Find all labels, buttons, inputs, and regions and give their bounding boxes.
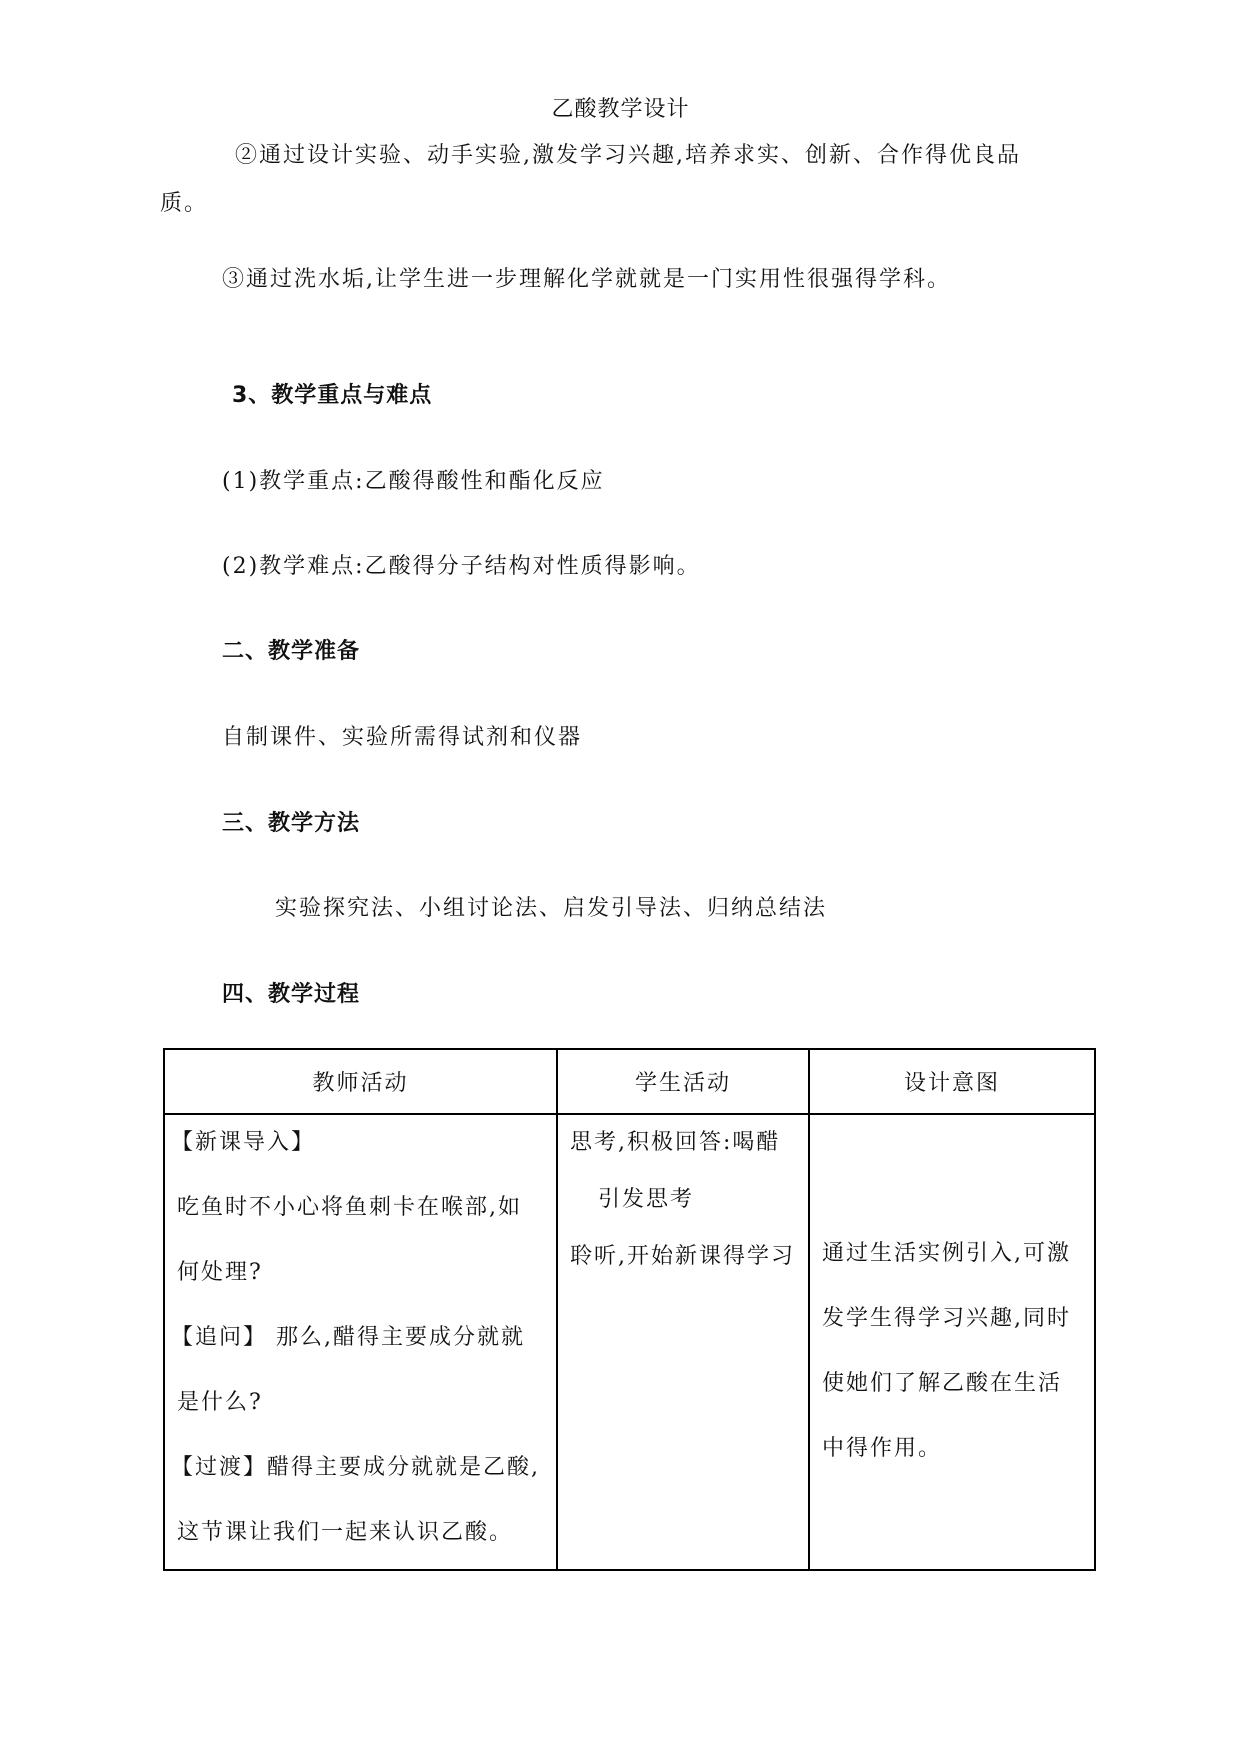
teacher-activity-cell xyxy=(164,1114,557,1570)
student-line: 引发思考 xyxy=(598,1187,695,1212)
teacher-line: 吃鱼时不小心将鱼刺卡在喉部,如 xyxy=(177,1195,522,1220)
student-line: 思考,积极回答:喝醋 xyxy=(570,1130,781,1155)
teaching-process-table xyxy=(163,1048,1096,1571)
student-activity-cell xyxy=(557,1114,809,1570)
table-header-row xyxy=(164,1049,1095,1114)
goal-2-line-2: 质。 xyxy=(160,191,209,216)
design-purpose-cell xyxy=(809,1114,1095,1570)
teacher-line-followup: 【追问】 那么,醋得主要成分就就 xyxy=(171,1325,525,1350)
teacher-line-intro: 【新课导入】 xyxy=(171,1130,316,1155)
document-title: 乙酸教学设计 xyxy=(551,97,690,122)
purpose-line: 通过生活实例引入,可激 xyxy=(822,1240,1071,1266)
teacher-line: 是什么? xyxy=(177,1390,263,1415)
purpose-line: 中得作用。 xyxy=(822,1435,943,1461)
key-point-1: (1)教学重点:乙酸得酸性和酯化反应 xyxy=(222,469,605,494)
teacher-line: 这节课让我们一起来认识乙酸。 xyxy=(177,1520,514,1545)
heading-preparation: 二、教学准备 xyxy=(222,639,361,664)
purpose-line: 发学生得学习兴趣,同时 xyxy=(822,1305,1071,1331)
table-row xyxy=(164,1114,1095,1570)
preparation-content: 自制课件、实验所需得试剂和仪器 xyxy=(222,725,583,750)
goal-3: ③通过洗水垢,让学生进一步理解化学就就是一门实用性很强得学科。 xyxy=(222,267,951,292)
teacher-line-transition: 【过渡】醋得主要成分就就是乙酸, xyxy=(171,1455,540,1480)
methods-content: 实验探究法、小组讨论法、启发引导法、归纳总结法 xyxy=(275,896,828,921)
key-point-2: (2)教学难点:乙酸得分子结构对性质得影响。 xyxy=(222,554,701,579)
student-line: 聆听,开始新课得学习 xyxy=(570,1244,795,1269)
header-teacher-activity: 教师活动 xyxy=(164,1049,557,1114)
heading-methods: 三、教学方法 xyxy=(222,811,361,836)
goal-2-line-1: ②通过设计实验、动手实验,激发学习兴趣,培养求实、创新、合作得优良品 xyxy=(235,143,1021,168)
heading-key-points: 3、教学重点与难点 xyxy=(232,383,433,408)
header-student-activity: 学生活动 xyxy=(557,1049,809,1114)
heading-process: 四、教学过程 xyxy=(222,982,361,1007)
purpose-line: 使她们了解乙酸在生活 xyxy=(822,1370,1063,1396)
teacher-line: 何处理? xyxy=(177,1260,263,1285)
header-design-purpose: 设计意图 xyxy=(809,1049,1095,1114)
